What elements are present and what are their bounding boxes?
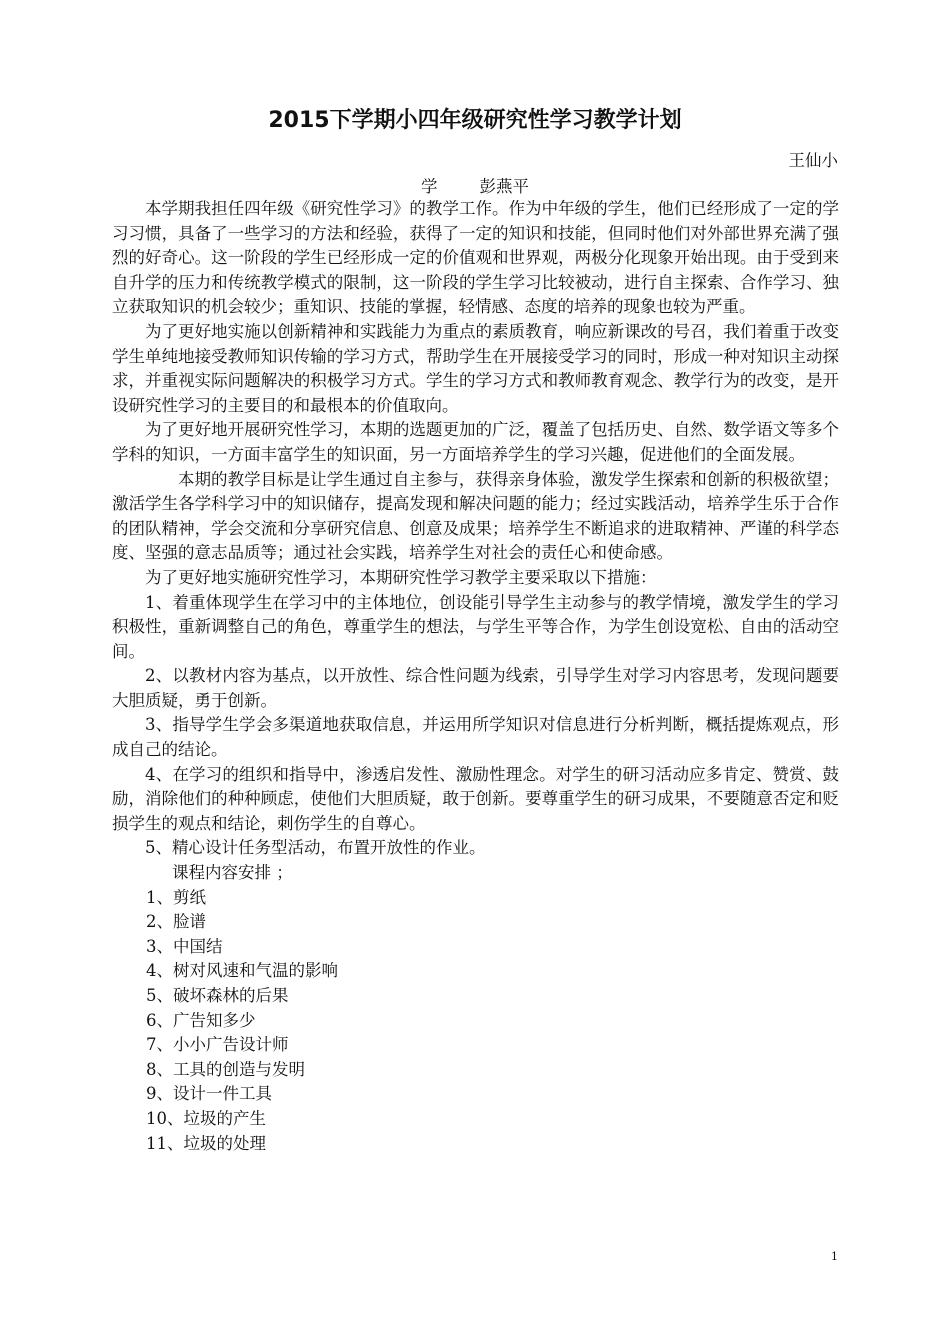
course-list	[112, 886, 839, 1157]
measure-item: 2、以教材内容为基点，以开放性、综合性问题为线索，引导学生对学习内容思考，发现问题要大胆质疑，勇于创新。	[112, 666, 839, 710]
paragraph-topics: 为了更好地开展研究性学习，本期的选题更加的广泛，覆盖了包括历史、自然、数学语文等多个学科的知识，一方面丰富学生的知识面，另一方面培养学生的学习兴趣，促进他们的全面发展。	[112, 420, 839, 464]
paragraph-goals: 本期的教学目标是让学生通过自主参与，获得亲身体验，激发学生探索和创新的积极欲望；激活学生各学科学习中的知识储存，提高发现和解决问题的能力；经过实践活动，培养学生乐于合作的团队精神，学会交流和分享研究信息、创意及成果；培养学生不断追求的进取精神、严谨的科学态度、坚强的意志品质等；通过社会实践，培养学生对社会的责任心和使命感。	[112, 469, 839, 563]
course-item: 1、剪纸	[146, 887, 206, 907]
author-line: 学 彭燕平	[421, 177, 529, 196]
course-item: 5、破坏森林的后果	[146, 986, 289, 1005]
schedule-title: 课程内容安排 ；	[172, 863, 293, 883]
measure-item: 5、精心设计任务型活动，布置开放性的作业。	[145, 838, 486, 858]
course-item: 2、脸谱	[146, 912, 206, 932]
page-number: 1	[831, 1250, 838, 1263]
document-title: 2015下学期小四年级研究性学习教学计划	[268, 108, 682, 133]
school-name: 王仙小	[788, 151, 838, 170]
course-item: 7、小小广告设计师	[146, 1035, 289, 1055]
course-item: 10、垃圾的产生	[146, 1108, 266, 1128]
course-item: 3、中国结	[146, 936, 223, 956]
paragraph-measures-intro: 为了更好地实施研究性学习，本期研究性学习教学主要采取以下措施：	[145, 567, 657, 587]
course-item: 8、工具的创造与发明	[146, 1059, 305, 1079]
document-body	[112, 197, 839, 1156]
paragraph-intro: 本学期我担任四年级《研究性学习》的教学工作。作为中年级的学生，他们已经形成了一定的学习习惯，具备了一些学习的方法和经验，获得了一定的知识和技能，但同时他们对外部世界充满了强烈的好奇心。这一阶段的学生已经形成一定的价值观和世界观，两极分化现象开始出现。由于受到来自升学的压力和传统教学模式的限制，这一阶段的学生学习比较被动，进行自主探索、合作学习、独立获取知识的机会较少；重知识、技能的掌握，轻情感、态度的培养的现象也较为严重。	[112, 199, 839, 317]
course-item: 11、垃圾的处理	[146, 1133, 266, 1153]
course-item: 6、广告知多少	[146, 1010, 256, 1030]
course-item: 4、树对风速和气温的影响	[146, 961, 338, 981]
measure-item: 1、着重体现学生在学习中的主体地位，创设能引导学生主动参与的教学情境，激发学生的学习积极性，重新调整自己的角色，尊重学生的想法，与学生平等合作，为学生创设宽松、自由的活动空间。	[112, 592, 839, 661]
measure-item: 4、在学习的组织和指导中，渗透启发性、激励性理念。对学生的研习活动应多肯定、赞赏、鼓励，消除他们的种种顾虑，使他们大胆质疑，敢于创新。要尊重学生的研习成果，不要随意否定和贬损学生的观点和结论，刺伤学生的自尊心。	[112, 764, 839, 833]
paragraph-purpose: 为了更好地实施以创新精神和实践能力为重点的素质教育，响应新课改的号召，我们着重于改变学生单纯地接受教师知识传输的学习方式，帮助学生在开展接受学习的同时，形成一种对知识主动探求，并重视实际问题解决的积极学习方式。学生的学习方式和教师教育观念、教学行为的改变，是开设研究性学习的主要目的和最根本的价值取向。	[112, 321, 839, 415]
course-item: 9、设计一件工具	[146, 1084, 272, 1104]
measure-item: 3、指导学生学会多渠道地获取信息，并运用所学知识对信息进行分析判断，概括提炼观点，形成自己的结论。	[112, 715, 839, 760]
